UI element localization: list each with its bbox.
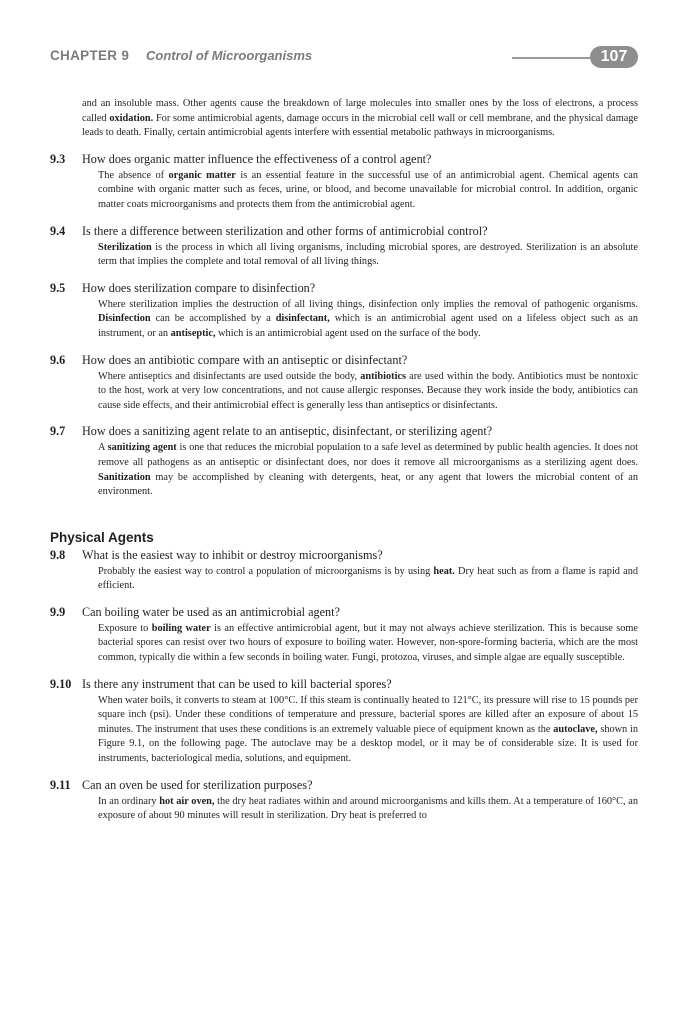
bold-term: Sterilization: [98, 241, 152, 253]
bold-term: Sanitization: [98, 471, 151, 483]
header-rule: [512, 57, 592, 59]
answer-paragraph: Sterilization is the process in which all living organisms, including microbial spores, are destroyed. Sterilization is an absolute term that implies the complete and total removal of all living things.: [98, 241, 638, 268]
question-text: How does an antibiotic compare with an antiseptic or disinfectant?: [82, 352, 408, 367]
question-number: 9.8: [50, 547, 66, 562]
question-item: [50, 547, 638, 594]
question-number: 9.10: [50, 676, 72, 691]
page-body: [50, 97, 638, 824]
answer-block: [50, 795, 638, 824]
bold-term: antiseptic,: [170, 327, 216, 339]
question-item: [50, 423, 638, 499]
question-heading: [50, 280, 638, 296]
question-heading: [50, 676, 638, 692]
answer-block: [50, 298, 638, 342]
question-item: [50, 352, 638, 414]
intro-paragraph: and an insoluble mass. Other agents cause the breakdown of large molecules into smaller ones by the loss of electrons, a process called oxidation. For some antimicrobial agents, damage occurs in the microbial cell wall or cell membrane, and the physical damage leads to death. Finally, certain antimicrobial agents interfere with essential metabolic pathways in microorganisms.: [82, 98, 638, 139]
bold-term: heat.: [433, 565, 455, 577]
bold-term: boiling water: [151, 622, 211, 634]
page-header: [50, 46, 640, 70]
chapter-title: Control of Microorganisms: [146, 48, 313, 63]
question-item: [50, 223, 638, 270]
question-text: Is there any instrument that can be used to kill bacterial spores?: [82, 676, 392, 691]
question-heading: [50, 604, 638, 620]
answer-paragraph: Where antiseptics and disinfectants are used outside the body, antibiotics are used within the body. Antibiotics must be nontoxic to the host, work at very low concentrations, and not cause allergic responses. Because they work inside the body, antibiotics can cause side effects, and their antimicrobial effect is generally less than antiseptics or disinfectants.: [98, 370, 639, 411]
answer-block: [50, 622, 638, 666]
answer-block: [50, 441, 638, 499]
qa-list-general: [50, 151, 638, 500]
section-heading: Physical Agents: [50, 529, 154, 545]
question-item: [50, 604, 638, 666]
bold-term: disinfectant,: [275, 313, 330, 325]
page-number: 107: [590, 46, 638, 68]
answer-paragraph: When water boils, it converts to steam at 100°C. If this steam is continually heated to 121°C, its pressure will rise to 15 pounds per square inch (psi). Under these conditions of temperature and pressure, bacterial spores are killed after an exposure of about 15 minutes. The instrument that uses these conditions is an extremely valuable piece of equipment known as the autoclave, shown in Figure 9.1, on the following page. The autoclave may be a desktop model, or it may be of considerable size. It is used for instruments, bacteriological media, solutions, and equipment.: [98, 694, 638, 765]
answer-paragraph: Probably the easiest way to control a population of microorganisms is by using heat. Dry heat such as from a flame is rapid and efficient.: [98, 565, 638, 592]
answer-block: [50, 565, 638, 594]
question-number: 9.9: [50, 604, 66, 619]
bold-term: antibiotics: [360, 370, 407, 382]
qa-list-physical-agents: [50, 547, 638, 824]
answer-block: [50, 169, 638, 213]
question-heading: [50, 352, 638, 368]
question-item: [50, 280, 638, 342]
question-item: [50, 777, 638, 824]
question-number: 9.7: [50, 424, 66, 439]
question-text: How does organic matter influence the effectiveness of a control agent?: [82, 151, 432, 166]
answer-paragraph: The absence of organic matter is an essential feature in the successful use of an antimicrobial agent. Chemical agents can combine with organic matter such as feces, urine, or blood, and become unavailable for microbial control. In addition, organic matter coats microorganisms and protects them from the antimicrobial agent.: [98, 169, 638, 210]
question-item: [50, 151, 638, 213]
question-text: What is the easiest way to inhibit or destroy microorganisms?: [82, 547, 383, 562]
bold-term: oxidation.: [109, 112, 154, 124]
chapter-label: CHAPTER 9: [50, 48, 130, 63]
question-heading: [50, 547, 638, 563]
question-number: 9.11: [50, 777, 71, 792]
question-heading: [50, 423, 638, 439]
answer-paragraph: Exposure to boiling water is an effective antimicrobial agent, but it may not always achieve sterilization. This is because some bacterial spores can resist over two hours of exposure to boiling water. However, non-spore-forming bacteria, which are the most common, typically die within a few seconds in boiling water. Fungi, protozoa, viruses, and simple algae are equally susceptible.: [98, 622, 639, 664]
bold-term: autoclave,: [553, 723, 598, 735]
question-text: How does sterilization compare to disinfection?: [82, 280, 316, 295]
question-text: Can boiling water be used as an antimicrobial agent?: [82, 604, 340, 619]
bold-term: sanitizing agent: [107, 442, 177, 454]
answer-paragraph: A sanitizing agent is one that reduces the microbial population to a safe level as determined by public health agencies. It does not remove all pathogens as an antiseptic or disinfectant does, nor does it remove all microorganisms as a sterilizing agent does. Sanitization may be accomplished by cleaning with detergents, heat, or any agent that lowers the microbial content of an environment.: [98, 442, 639, 498]
question-number: 9.3: [50, 151, 66, 166]
question-text: How does a sanitizing agent relate to an antiseptic, disinfectant, or sterilizing agent?: [82, 424, 493, 439]
question-number: 9.4: [50, 223, 66, 238]
question-heading: [50, 777, 638, 793]
answer-block: [50, 694, 638, 767]
question-number: 9.5: [50, 280, 66, 295]
question-heading: [50, 223, 638, 239]
question-heading: [50, 151, 638, 167]
bold-term: hot air oven,: [159, 795, 215, 807]
bold-term: organic matter: [168, 169, 236, 181]
answer-block: [50, 241, 638, 270]
question-text: Is there a difference between sterilization and other forms of antimicrobial control?: [82, 223, 488, 238]
answer-paragraph: Where sterilization implies the destruction of all living things, disinfection only implies the removal of pathogenic organisms. Disinfection can be accomplished by a disinfectant, which is an antimicrobial agent used on a lifeless object such as an instrument, or an antiseptic, which is an antimicrobial agent used on the surface of the body.: [98, 298, 639, 339]
bold-term: Disinfection: [98, 313, 151, 325]
question-item: [50, 676, 638, 767]
answer-block: [50, 370, 638, 414]
question-text: Can an oven be used for sterilization purposes?: [82, 777, 313, 792]
question-number: 9.6: [50, 352, 66, 367]
answer-paragraph: In an ordinary hot air oven, the dry heat radiates within and around microorganisms and kills them. At a temperature of 160°C, an exposure of about 90 minutes will result in sterilization. Dry heat is preferred to: [98, 795, 638, 822]
